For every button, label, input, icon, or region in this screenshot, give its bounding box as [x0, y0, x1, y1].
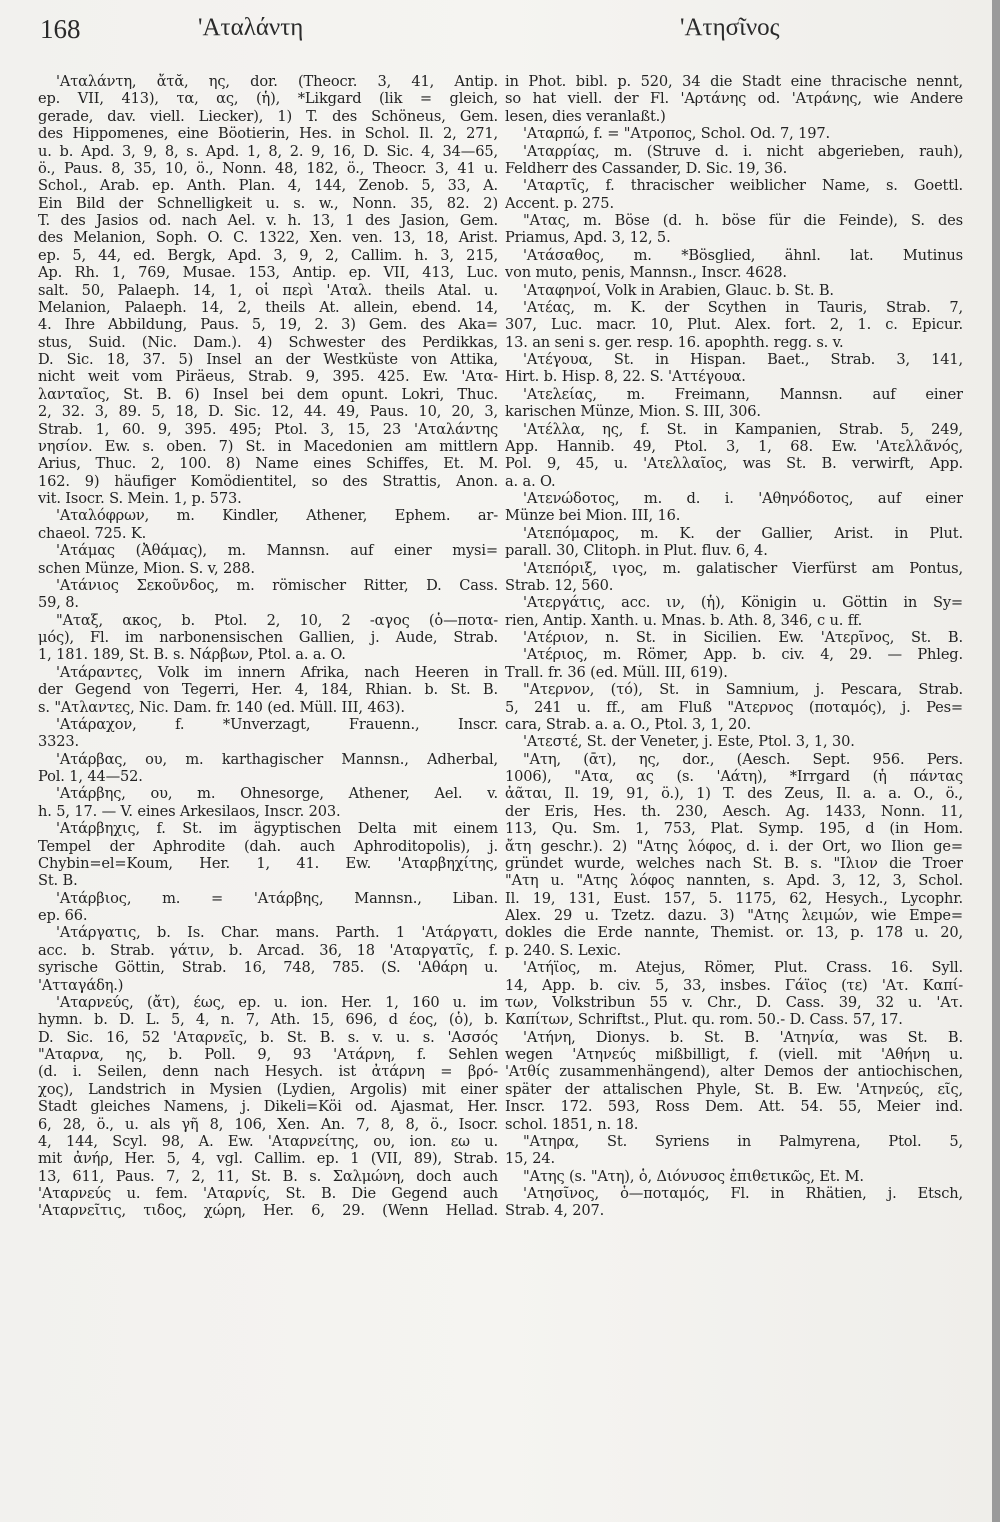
text-line: Trall. fr. 36 (ed. Müll. III, 619).: [505, 663, 728, 681]
text-line: Stadt gleiches Namens, j. Dikeli=Köi od. Ajasmat, Her.: [38, 1098, 498, 1116]
text-line: Münze bei Mion. III, 16.: [505, 507, 681, 525]
entry-headline: 'Αταρπώ, f. = "Ατροπος, Schol. Od. 7, 197.: [523, 125, 831, 143]
entry-headline: 'Αταρνεύς, (ἄτ), έως, ep. u. ion. Her. 1, 160 u. im: [56, 993, 498, 1011]
text-line: ep. 66.: [38, 907, 88, 924]
text-line: 1006), "Ατα, ας (s. 'Αάτη), *Irrgard (ἡ πάντας: [505, 768, 963, 785]
text-line: μός), Fl. im narbonensischen Gallien, j. Aude, Strab.: [38, 629, 498, 646]
entry-headline: "Ατας, m. Böse (d. h. böse für die Feinde), S. des: [523, 212, 963, 229]
text-line: dokles die Erde nannte, Themist. or. 13, p. 178 u. 20,: [505, 924, 963, 942]
text-line: Pol. 1, 44—52.: [38, 768, 143, 785]
entry-headline: "Ατης (s. "Ατη), ὁ, Διόνυσος ἐπιθετικῶς, Et. M.: [523, 1167, 864, 1185]
text-line: 59, 8.: [38, 594, 79, 612]
text-line: rien, Antip. Xanth. u. Mnas. b. Ath. 8, 346, c u. ff.: [505, 611, 863, 629]
text-line: Arius, Thuc. 2, 100. 8) Name eines Schiffes, Et. M.: [38, 455, 498, 473]
entry-headline: 'Αταρρίας, m. (Struve d. i. nicht abgerieben, rauh),: [523, 142, 963, 160]
entry-headline: 'Ατέριος, m. Römer, App. b. civ. 4, 29. — Phleg.: [523, 646, 963, 664]
text-line: hymn. b. D. L. 5, 4, n. 7, Ath. 15, 696, d έος, (ὁ), b.: [38, 1011, 498, 1029]
text-line: von muto, penis, Mannsn., Inscr. 4628.: [505, 264, 787, 282]
text-line: ἀᾶται, Il. 19, 91, ö.), 1) T. des Zeus, Il. a. a. O., ö.,: [505, 785, 963, 803]
entry-headline: 'Ατήνη, Dionys. b. St. B. 'Ατηνία, was St. B.: [523, 1028, 963, 1046]
text-line: Strab. 1, 60. 9, 395. 495; Ptol. 3, 15, 23 'Αταλάντης: [38, 420, 498, 438]
entry-headline: "Ατη, (ᾱτ), ης, dor., (Aesch. Sept. 956. Pers.: [523, 750, 963, 768]
text-line: 'Αταρνεῖτις, τιδος, χώρη, Her. 6, 29. (Wenn Hellad.: [38, 1202, 498, 1220]
entry-headline: "Ατερνον, (τό), St. in Samnium, j. Pescara, Strab.: [523, 681, 963, 699]
text-line: chaeol. 725. K.: [38, 524, 147, 542]
text-line: schen Münze, Mion. S. v, 288.: [38, 559, 255, 577]
entry-headline: 'Ατάρβιος, m. = 'Ατάρβης, Mannsn., Liban.: [56, 889, 498, 907]
text-line: 2, 32. 3, 89. 5, 18, D. Sic. 12, 44. 49, Paus. 10, 20, 3,: [38, 403, 498, 421]
text-line: in Phot. bibl. p. 520, 34 die Stadt eine thracische nennt,: [505, 73, 963, 90]
page-number: 168: [40, 14, 81, 44]
text-line: 'Ατταγάδη.): [38, 976, 124, 994]
right-column: [505, 73, 963, 1220]
text-line: λανταῖος, St. B. 6) Insel bei dem opunt. Lokri, Thuc.: [38, 385, 498, 403]
text-line: der Gegend von Tegerri, Her. 4, 184, Rhian. b. St. B.: [38, 681, 498, 699]
text-line: acc. b. Strab. γάτιν, b. Arcad. 36, 18 'Αταργατῖς, f.: [38, 941, 498, 959]
text-line: salt. 50, Palaeph. 14, 1, οἱ περὶ 'Αταλ. theils Atal. u.: [38, 281, 498, 299]
text-line: St. B.: [38, 872, 78, 890]
text-line: 1, 181. 189, St. B. s. Νάρβων, Ptol. a. a. O.: [38, 646, 346, 664]
text-line: syrische Göttin, Strab. 16, 748, 785. (S. 'Αθάρη u.: [38, 959, 498, 977]
entry-headline: 'Ατέλλα, ης, f. St. in Kampanien, Strab. 5, 249,: [523, 420, 963, 438]
text-line: Pol. 9, 45, u. 'Ατελλαῖος, was St. B. verwirft, App.: [505, 455, 963, 473]
text-line: Ap. Rh. 1, 769, Musae. 153, Antip. ep. VII, 413, Luc.: [38, 264, 498, 282]
text-line: D. Sic. 18, 37. 5) Insel an der Westküste von Attika,: [38, 351, 498, 368]
text-line: των, Volkstribun 55 v. Chr., D. Cass. 39, 32 u. 'Ατ.: [505, 993, 963, 1011]
text-line: 'Ατθίς zusammenhängend), alter Demos der antiochischen,: [505, 1063, 963, 1081]
entry-headline: "Αταξ, ακος, b. Ptol. 2, 10, 2 -αγος (ὁ—ποτα-: [56, 611, 498, 629]
text-line: später der attalischen Phyle, St. B. Ew. 'Ατηνεύς, εῖς,: [505, 1080, 963, 1098]
entry-headline: 'Ατέας, m. K. der Scythen in Tauris, Strab. 7,: [523, 298, 963, 316]
text-line: Chybin=el=Koum, Her. 1, 41. Ew. 'Αταρβηχίτης,: [38, 854, 498, 872]
entry-headline: 'Αταλόφρων, m. Kindler, Athener, Ephem. ar-: [56, 507, 498, 525]
entry-headline: 'Ατεπόριξ, ιγος, m. galatischer Vierfürst am Pontus,: [523, 559, 963, 577]
text-line: "Αταρνα, ης, b. Poll. 9, 93 'Ατάρνη, f. Sehlen: [38, 1046, 498, 1063]
text-line: Tempel der Aphrodite (dah. auch Aphroditopolis), j.: [38, 837, 498, 855]
text-line: 13. an seni s. ger. resp. 16. apophth. regg. s. v.: [505, 333, 844, 351]
text-line: 3323.: [38, 733, 80, 751]
text-line: "Ατη u. "Ατης λόφος nannten, s. Apd. 3, 12, 3, Schol.: [505, 872, 963, 890]
entry-headline: 'Ατάνιος Σεκοῦνδος, m. römischer Ritter, D. Cass.: [56, 576, 498, 594]
text-line: u. b. Apd. 3, 9, 8, s. Apd. 1, 8, 2. 9, 16, D. Sic. 4, 34—65,: [38, 142, 498, 160]
text-line: Feldherr des Cassander, D. Sic. 19, 36.: [505, 159, 788, 177]
entry-headline: 'Ατέριον, n. St. in Sicilien. Ew. 'Ατερῖνος, St. B.: [523, 629, 963, 646]
entry-headline: 'Αταφηνοί, Volk in Arabien, Glauc. b. St. B.: [523, 281, 834, 299]
text-line: 13, 611, Paus. 7, 2, 11, St. B. s. Σαλμώνη, doch auch: [38, 1167, 498, 1185]
entry-headline: 'Ατέγουα, St. in Hispan. Baet., Strab. 3, 141,: [523, 351, 963, 368]
entry-headline: 'Ατάργατις, b. Is. Char. mans. Parth. 1 'Ατάργατι,: [56, 924, 498, 942]
text-line: 15, 24.: [505, 1150, 556, 1168]
text-line: ἄτη geschr.). 2) "Ατης λόφος, d. i. der Ort, wo Ilion ge=: [505, 837, 963, 855]
text-line: h. 5, 17. — V. eines Arkesilaos, Inscr. 203.: [38, 802, 341, 820]
text-line: Strab. 12, 560.: [505, 576, 614, 594]
text-line: D. Sic. 16, 52 'Αταρνεῖς, b. St. B. s. v. u. s. 'Ασσός: [38, 1028, 498, 1046]
entry-headline: 'Αταρτῖς, f. thracischer weiblicher Name, s. Goettl.: [523, 177, 963, 195]
right-running-headword: 'Ατησῖνος: [680, 14, 780, 41]
text-line: Melanion, Palaeph. 14, 2, theils At. allein, ebend. 14,: [38, 298, 498, 316]
text-line: 5, 241 u. ff., am Fluß "Ατερνος (ποταμός), j. Pes=: [505, 698, 963, 716]
text-line: mit ἀνήρ, Her. 5, 4, vgl. Callim. ep. 1 (VII, 89), Strab.: [38, 1150, 498, 1168]
text-line: karischen Münze, Mion. S. III, 306.: [505, 403, 761, 421]
text-line: 4. Ihre Abbildung, Paus. 5, 19, 2. 3) Gem. des Aka=: [38, 316, 498, 334]
text-line: Strab. 4, 207.: [505, 1202, 605, 1220]
entry-headline: 'Ατάμας (Ἀθάμας), m. Mannsn. auf einer mysi=: [56, 542, 498, 560]
entry-headline: 'Ατάραντες, Volk im innern Afrika, nach Heeren in: [56, 663, 498, 681]
text-line: nicht weit vom Piräeus, Strab. 9, 395. 425. Ew. 'Ατα-: [38, 368, 498, 386]
entry-headline: 'Ατάσαθος, m. *Bösglied, ähnl. lat. Mutinus: [523, 246, 963, 264]
left-column: [38, 73, 498, 1220]
entry-headline: 'Ατεστέ, St. der Veneter, j. Este, Ptol. 3, 1, 30.: [523, 733, 855, 751]
text-line: (d. i. Seilen, denn nach Hesych. ist ἀτάρνη = βρό-: [38, 1063, 498, 1081]
left-running-headword: 'Αταλάντη: [198, 14, 304, 41]
entry-headline: 'Ατεργάτις, acc. ιν, (ἡ), Königin u. Göttin in Sy=: [523, 594, 963, 612]
text-line: T. des Jasios od. nach Ael. v. h. 13, 1 des Jasion, Gem.: [38, 212, 498, 229]
text-line: cara, Strab. a. a. O., Ptol. 3, 1, 20.: [505, 715, 752, 733]
text-line: ep. 5, 44, ed. Bergk, Apd. 3, 9, 2, Callim. h. 3, 215,: [38, 246, 498, 264]
text-line: lesen, dies veranlaßt.): [505, 107, 666, 125]
entry-headline: 'Ατάρβας, ου, m. karthagischer Mannsn., Adherbal,: [56, 750, 498, 768]
text-line: 'Αταρνεύς u. fem. 'Αταρνίς, St. B. Die Gegend auch: [38, 1185, 498, 1202]
text-line: 307, Luc. macr. 10, Plut. Alex. fort. 2, 1. c. Epicur.: [505, 316, 963, 334]
entry-headline: 'Ατησῖνος, ὁ—ποταμός, Fl. in Rhätien, j. Etsch,: [523, 1185, 963, 1202]
entry-headline: "Ατηρα, St. Syriens in Palmyrena, Ptol. 5,: [523, 1132, 963, 1150]
text-line: ö., Paus. 8, 35, 10, ö., Nonn. 48, 182, ö., Theocr. 3, 41 u.: [38, 159, 498, 177]
text-line: parall. 30, Clitoph. in Plut. fluv. 6, 4.: [505, 542, 768, 560]
text-line: a. a. O.: [505, 472, 556, 490]
text-line: Schol., Arab. ep. Anth. Plan. 4, 144, Zenob. 5, 33, A.: [38, 177, 498, 195]
text-line: Inscr. 172. 593, Ross Dem. Att. 54. 55, Meier ind.: [505, 1098, 963, 1116]
entry-headline: 'Ατάρβηχις, f. St. im ägyptischen Delta mit einem: [56, 820, 498, 838]
text-line: der Eris, Hes. th. 230, Aesch. Ag. 1433, Nonn. 11,: [505, 802, 963, 820]
text-line: schol. 1851, n. 18.: [505, 1115, 639, 1133]
text-line: wegen 'Ατηνεύς mißbilligt, f. (viell. mit 'Αθήνη u.: [505, 1046, 963, 1063]
text-line: ep. VII, 413), τα, ας, (ἡ), *Likgard (lik = gleich,: [38, 90, 498, 108]
text-line: p. 240. S. Lexic.: [505, 941, 621, 959]
text-line: 6, 28, ö., u. als γῆ 8, 106, Xen. An. 7, 8, 8, ö., Isocr.: [38, 1115, 498, 1133]
text-line: Priamus, Apd. 3, 12, 5.: [505, 229, 671, 247]
entry-headline: 'Αταλάντη, ἄτᾰ, ης, dor. (Theocr. 3, 41, Antip.: [56, 73, 498, 90]
text-line: vit. Isocr. S. Mein. 1, p. 573.: [38, 490, 242, 507]
text-line: s. "Ατλαντες, Nic. Dam. fr. 140 (ed. Müll. III, 463).: [38, 698, 405, 716]
text-line: 113, Qu. Sm. 1, 753, Plat. Symp. 195, d (in Hom.: [505, 820, 963, 838]
text-line: νησίον. Ew. s. oben. 7) St. in Macedonien am mittlern: [38, 437, 498, 455]
text-line: Il. 19, 131, Eust. 157, 5. 1175, 62, Hesych., Lycophr.: [505, 889, 963, 907]
entry-headline: 'Ατεπόμαρος, m. K. der Gallier, Arist. in Plut.: [523, 524, 963, 542]
text-line: 14, App. b. civ. 5, 33, insbes. Γάϊος (τε) 'Ατ. Καπί-: [505, 976, 963, 994]
text-line: stus, Suid. (Nic. Dam.). 4) Schwester des Perdikkas,: [38, 333, 498, 351]
page-edge-shadow: [992, 0, 1000, 1522]
entry-headline: 'Ατάρβης, ου, m. Ohnesorge, Athener, Ael. v.: [56, 785, 498, 803]
text-line: gründet wurde, welches nach St. B. s. "Ιλιον die Troer: [505, 854, 963, 872]
text-line: Καπίτων, Schriftst., Plut. qu. rom. 50.- D. Cass. 57, 17.: [505, 1011, 903, 1029]
text-line: χος), Landstrich in Mysien (Lydien, Argolis) mit einer: [38, 1080, 498, 1098]
entry-headline: 'Ατήϊος, m. Atejus, Römer, Plut. Crass. 16. Syll.: [523, 959, 963, 977]
text-line: so hat viell. der Fl. 'Αρτάνης od. 'Ατράνης, wie Andere: [505, 90, 963, 108]
text-line: Alex. 29 u. Tzetz. dazu. 3) "Ατης λειμών, wie Empe=: [505, 907, 963, 924]
text-line: des Hippomenes, eine Böotierin, Hes. in Schol. Il. 2, 271,: [38, 125, 498, 143]
text-line: Accent. p. 275.: [505, 194, 614, 212]
text-line: Ein Bild der Schnelligkeit u. s. w., Nonn. 35, 82. 2): [38, 194, 498, 212]
text-line: 162. 9) häufiger Komödientitel, so des Strattis, Anon.: [38, 472, 498, 490]
text-line: des Melanion, Soph. O. C. 1322, Xen. ven. 13, 18, Arist.: [38, 229, 498, 247]
text-line: 4, 144, Scyl. 98, A. Ew. 'Αταρνείτης, ου, ion. εω u.: [38, 1132, 498, 1150]
text-line: App. Hannib. 49, Ptol. 3, 1, 68. Ew. 'Ατελλᾶνός,: [505, 437, 963, 455]
entry-headline: 'Ατενώδοτος, m. d. i. 'Αθηνόδοτος, auf einer: [523, 490, 963, 507]
text-line: gerade, dav. viell. Liecker), 1) T. des Schöneus, Gem.: [38, 107, 498, 125]
entry-headline: 'Ατάραχον, f. *Unverzagt, Frauenn., Inscr.: [56, 715, 498, 733]
entry-headline: 'Ατελείας, m. Freimann, Mannsn. auf einer: [523, 385, 963, 403]
text-line: Hirt. b. Hisp. 8, 22. S. 'Αττέγουα.: [505, 368, 746, 386]
